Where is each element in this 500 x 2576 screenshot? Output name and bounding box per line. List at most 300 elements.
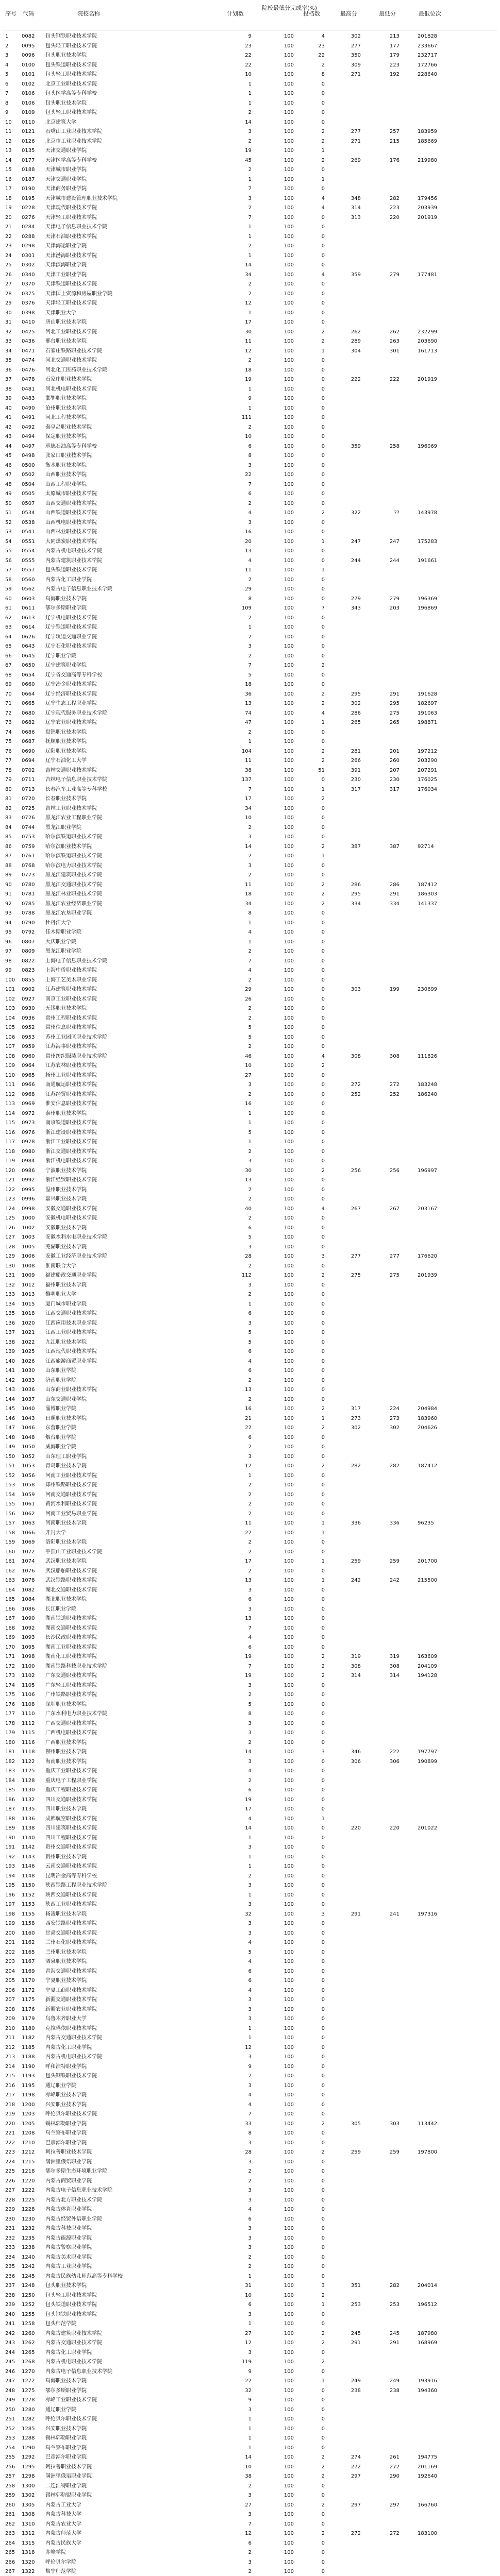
school-code: 0187 [22,176,35,182]
school-name: 内蒙古工业职业学院 [45,2264,92,2269]
plan-count: 3 [248,1758,252,1765]
school-code: 1200 [22,2102,35,2108]
row-index: 33 [5,338,12,344]
school-code: 1146 [22,1863,35,1869]
row-index: 182 [5,1758,15,1765]
admitted-count: 0 [321,1930,325,1936]
admitted-count: 2 [321,663,325,668]
completion-rate: 100 [284,996,294,1002]
admitted-count: 0 [321,110,325,115]
completion-rate: 100 [284,1997,294,2003]
completion-rate: 100 [284,1425,294,1431]
admitted-count: 1 [321,1558,325,1564]
school-name: 郑州铁路职业技术学院 [45,1482,97,1488]
plan-count: 3 [248,2559,252,2565]
row-index: 7 [5,91,9,96]
completion-rate: 100 [284,1320,294,1326]
school-name: 包头医学高等专科学校 [45,91,97,96]
school-name: 天津交通职业学院 [45,176,87,182]
min-rank: 161713 [418,348,438,354]
plan-count: 2 [248,281,252,287]
row-index: 10 [5,119,12,125]
school-name: 河南交通职业技术学院 [45,1492,97,1498]
row-index: 148 [5,1434,15,1440]
school-name: 辽宁生态工程职业学院 [45,701,97,706]
table-row [0,947,500,957]
admitted-count: 2 [321,329,325,335]
min-rank: 166760 [418,2502,438,2508]
plan-count: 2 [248,1187,252,1193]
school-name: 河南工业职业技术学院 [45,1472,97,1479]
school-name: 四川职业技术学院 [45,1806,87,1812]
school-code: 0781 [22,891,35,897]
school-code: 1037 [22,1396,35,1402]
completion-rate: 100 [284,1444,294,1450]
admitted-count: 0 [321,1883,325,1888]
min-rank: 92714 [418,843,434,850]
school-code: 0436 [22,338,35,344]
table-row [0,1576,500,1586]
row-index: 157 [5,1520,15,1526]
admitted-count: 2 [321,2340,325,2346]
completion-rate: 100 [284,129,294,134]
completion-rate: 100 [284,281,294,287]
completion-rate: 100 [284,1844,294,1850]
school-code: 1250 [22,2292,35,2298]
school-name: 江西应用技术职业学院 [45,1320,97,1326]
completion-rate: 100 [284,1015,294,1021]
school-code: 0680 [22,710,35,716]
row-index: 166 [5,1606,15,1612]
min-rank: 191661 [418,557,438,564]
min-rank: 201939 [418,1273,438,1278]
school-name: 广州铁路职业技术学院 [45,1692,97,1698]
plan-count: 2 [248,2569,252,2574]
plan-count: 16 [245,1101,252,1107]
table-row [0,1147,500,1157]
school-name: 湖南工业职业技术学院 [45,1644,97,1650]
completion-rate: 100 [284,691,294,697]
school-name: 温州职业技术学院 [45,1187,87,1193]
completion-rate: 100 [284,2311,294,2317]
plan-count: 4 [248,2092,252,2098]
school-name: 鄂尔多斯职业学院 [45,605,87,611]
school-name: 内蒙古能源职业学院 [45,2235,92,2241]
school-name: 内蒙古体育职业学院 [45,2207,92,2212]
admitted-count: 0 [321,948,325,954]
admitted-count: 0 [321,1263,325,1269]
admitted-count: 0 [321,1282,325,1288]
row-index: 65 [5,643,12,649]
row-index: 9 [5,110,9,115]
table-row [0,1423,500,1433]
row-index: 231 [5,2226,15,2231]
school-code: 1098 [22,1654,35,1659]
row-index: 140 [5,1358,15,1364]
admitted-count: 0 [321,1892,325,1898]
plan-count: 22 [245,472,252,478]
admitted-count: 0 [321,805,325,811]
min-score: 262 [389,329,399,335]
plan-count: 4 [248,1940,252,1945]
min-rank: 194360 [418,2387,438,2394]
table-row [0,1157,500,1166]
admitted-count: 3 [321,1911,325,1917]
admitted-count: 2 [321,2149,325,2155]
admitted-count: 51 [318,767,325,773]
admitted-count: 0 [321,1377,325,1383]
min-score: 334 [389,901,399,907]
table-row [0,480,500,490]
admitted-count: 0 [321,739,325,744]
table-row [0,261,500,270]
school-name: 内蒙古化工职业学院 [45,2044,92,2050]
school-code: 0992 [22,1177,35,1183]
row-index: 261 [5,2512,15,2517]
table-row [0,423,500,433]
school-name: 呼伦贝尔职业技术学院 [45,2111,97,2117]
completion-rate: 100 [284,186,294,192]
completion-rate: 100 [284,2178,294,2184]
max-score: 252 [351,1091,361,1097]
table-row [0,451,500,461]
plan-count: 2 [248,2168,252,2174]
table-row [0,614,500,623]
school-code: 0505 [22,491,35,497]
col-header-min-score: 最低分 [379,10,396,17]
plan-count: 2 [248,1739,252,1745]
completion-rate: 100 [284,434,294,439]
plan-count: 5 [248,1034,252,1040]
school-code: 1212 [22,2149,35,2155]
school-name: 内蒙古电子信息职业技术学院 [45,2188,112,2193]
plan-count: 19 [245,1654,252,1659]
completion-rate: 100 [284,1253,294,1259]
plan-count: 2 [248,2483,252,2489]
plan-count: 11 [245,758,252,764]
min-score: 215 [389,138,399,144]
admitted-count: 0 [321,1787,325,1793]
admitted-count: 1 [321,853,325,859]
table-row [0,223,500,232]
plan-count: 1 [248,920,252,926]
table-row [0,347,500,357]
min-score: 252 [389,1091,399,1097]
plan-count: 34 [245,901,252,907]
plan-count: 28 [245,1253,252,1259]
school-code: 1172 [22,1987,35,1993]
plan-count: 2 [248,653,252,659]
school-code: 0966 [22,1082,35,1088]
school-code: 0611 [22,605,35,611]
school-code: 1018 [22,1311,35,1316]
completion-rate: 100 [284,682,294,687]
admitted-count: 0 [321,1187,325,1193]
min-rank: 232717 [418,53,438,58]
completion-rate: 100 [284,729,294,735]
min-score: 263 [389,338,399,344]
admitted-count: 0 [321,1006,325,1011]
plan-count: 18 [245,891,252,897]
col-header-plan-count: 计划数 [227,10,244,17]
school-name: 哈尔滨铁道职业技术学院 [45,834,102,840]
plan-count: 1 [248,2035,252,2041]
school-name: 南通航运职业技术学院 [45,1082,97,1088]
completion-rate: 100 [284,1044,294,1049]
admitted-count: 0 [321,1949,325,1955]
school-code: 1153 [22,1902,35,1907]
plan-count: 2 [248,1873,252,1879]
plan-count: 74 [245,710,252,716]
school-name: 包头轻工职业技术学院 [45,110,97,115]
min-rank: 196369 [418,596,438,602]
plan-count: 3 [248,2311,252,2317]
plan-count: 6 [248,1225,252,1231]
table-row [0,661,500,671]
completion-rate: 100 [284,157,294,163]
table-row [0,356,500,366]
min-rank: 201169 [418,2464,438,2470]
admitted-count: 0 [321,2111,325,2117]
row-index: 28 [5,291,12,297]
school-code: 1152 [22,1892,35,1898]
table-row [0,2548,500,2558]
table-row [0,2072,500,2081]
table-row [0,1728,500,1738]
completion-rate: 100 [284,2445,294,2451]
completion-rate: 100 [284,786,294,792]
row-index: 200 [5,1930,15,1936]
plan-count: 2 [248,1777,252,1784]
completion-rate: 100 [284,443,294,449]
plan-count: 3 [248,1587,252,1593]
admitted-count: 1 [321,148,325,154]
school-name: 内蒙古工业大学 [45,2502,81,2508]
school-code: 1015 [22,1301,35,1307]
plan-count: 19 [245,1673,252,1679]
table-row [0,1281,500,1291]
table-row [0,766,500,776]
admitted-count: 2 [321,1425,325,1431]
completion-rate: 100 [284,910,294,916]
school-name: 内蒙古商贸职业学院 [45,2178,92,2184]
row-index: 128 [5,1244,15,1250]
admitted-count: 2 [321,796,325,802]
school-code: 1058 [22,1482,35,1488]
admitted-count: 1 [321,1530,325,1536]
school-name: 江苏农林职业技术学院 [45,1063,97,1069]
school-name: 山西职业技术学院 [45,472,87,478]
row-index: 72 [5,710,12,716]
completion-rate: 100 [284,796,294,802]
min-rank: 197800 [418,2149,438,2155]
plan-count: 2 [248,424,252,430]
min-rank: 196512 [418,2302,438,2308]
plan-count: 10 [245,2464,252,2470]
school-name: 通辽职业学院 [45,2406,76,2413]
completion-rate: 100 [284,2063,294,2070]
row-index: 133 [5,1292,15,1297]
school-code: 1285 [22,2426,35,2432]
admitted-count: 0 [321,1453,325,1460]
table-row [0,146,500,156]
table-row [0,2329,500,2339]
school-code: 0195 [22,195,35,201]
admitted-count: 0 [321,2426,325,2432]
min-rank: 175283 [418,538,438,545]
admitted-count: 0 [321,1301,325,1307]
min-rank: 207291 [418,767,438,773]
table-row [0,394,500,404]
table-row [0,1815,500,1824]
completion-rate: 100 [284,214,294,221]
school-code: 1275 [22,2387,35,2394]
school-code: 1135 [22,1806,35,1812]
school-code: 1248 [22,2283,35,2289]
table-row [0,1957,500,1967]
school-name: 兴安职业技术学院 [45,2102,87,2108]
admitted-count: 4 [321,710,325,716]
row-index: 67 [5,663,12,668]
completion-rate: 100 [284,2273,294,2279]
row-index: 43 [5,434,12,439]
plan-count: 2 [248,1501,252,1507]
row-index: 38 [5,386,12,392]
table-row [0,2338,500,2348]
table-row [0,413,500,423]
table-row [0,1214,500,1224]
completion-rate: 100 [284,100,294,106]
school-code: 0228 [22,205,35,211]
admitted-count: 0 [321,2082,325,2089]
school-name: 安徽机电职业技术学院 [45,1215,97,1221]
col-header-school-name: 院校名称 [77,10,100,17]
completion-rate: 100 [284,1053,294,1059]
admitted-count: 0 [321,1482,325,1488]
min-rank: 230699 [418,987,438,992]
school-code: 1258 [22,2321,35,2327]
school-code: 1205 [22,2121,35,2127]
school-code: 1245 [22,2273,35,2279]
max-score: 256 [351,1167,361,1174]
table-row [0,547,500,556]
admitted-count: 0 [321,586,325,592]
completion-rate: 100 [284,2188,294,2193]
school-name: 内蒙古机电职业技术学院 [45,2359,102,2365]
plan-count: 8 [248,2130,252,2136]
table-row [0,1452,500,1462]
table-row [0,709,500,719]
row-index: 61 [5,605,12,611]
table-row [0,1080,500,1090]
table-row [0,2567,500,2576]
school-name: 平顶山工业职业技术学院 [45,1549,102,1555]
completion-rate: 100 [284,1873,294,1879]
admitted-count: 0 [321,1015,325,1021]
plan-count: 17 [245,1558,252,1564]
plan-count: 2 [248,1091,252,1097]
min-score: 220 [389,1825,399,1831]
table-row [0,1262,500,1272]
min-score: 306 [389,1758,399,1765]
plan-count: 2 [248,2254,252,2260]
school-code: 1272 [22,2378,35,2384]
plan-count: 7 [248,786,252,792]
completion-rate: 100 [284,748,294,754]
school-code: 0177 [22,157,35,163]
school-code: 0959 [22,1044,35,1049]
table-row [0,1300,500,1310]
row-index: 49 [5,491,12,497]
row-index: 224 [5,2159,15,2165]
plan-count: 2 [248,1444,252,1450]
completion-rate: 100 [284,2302,294,2308]
school-code: 0995 [22,1187,35,1193]
admitted-count: 0 [321,519,325,526]
row-index: 141 [5,1368,15,1374]
table-row [0,108,500,118]
row-index: 31 [5,319,12,325]
admitted-count: 0 [321,1101,325,1107]
school-code: 0654 [22,672,35,678]
admitted-count: 2 [321,1463,325,1469]
completion-rate: 100 [284,319,294,325]
min-score: 257 [389,129,399,134]
completion-rate: 100 [284,176,294,182]
plan-count: 1 [248,91,252,96]
school-code: 0968 [22,1091,35,1097]
min-score: 302 [389,1425,399,1431]
completion-rate: 100 [284,805,294,811]
school-name: 天津城市建设管理职业技术学院 [45,195,118,201]
school-code: 1118 [22,1749,35,1755]
school-code: 0726 [22,815,35,821]
completion-rate: 100 [284,1234,294,1240]
min-score: 314 [389,1673,399,1679]
admitted-count: 0 [321,1444,325,1450]
admitted-count: 0 [321,1244,325,1250]
school-code: 1036 [22,1387,35,1393]
table-row [0,585,500,595]
school-name: 牡丹江大学 [45,920,71,926]
completion-rate: 100 [284,767,294,773]
admitted-count: 0 [321,358,325,363]
row-index: 35 [5,358,12,363]
plan-count: 5 [248,1339,252,1345]
table-row [0,1519,500,1529]
school-name: 湖北职业技术学院 [45,1597,87,1602]
plan-count: 3 [248,1606,252,1612]
plan-count: 10 [245,434,252,439]
school-name: 包头铁道职业技术学院 [45,2302,97,2308]
min-score: 213 [389,33,399,39]
max-score: 291 [351,2340,361,2346]
max-score: 266 [351,758,361,764]
school-code: 1320 [22,2559,35,2565]
completion-rate: 100 [284,2197,294,2203]
table-row [0,175,500,185]
row-index: 124 [5,1206,15,1212]
row-index: 152 [5,1472,15,1479]
plan-count: 6 [248,2540,252,2546]
school-code: 0645 [22,653,35,659]
row-index: 47 [5,472,12,478]
completion-rate: 100 [284,843,294,850]
row-index: 129 [5,1253,15,1259]
school-name: 天津轻工职业技术学院 [45,214,97,221]
school-code: 1185 [22,2044,35,2050]
row-index: 213 [5,2054,15,2060]
